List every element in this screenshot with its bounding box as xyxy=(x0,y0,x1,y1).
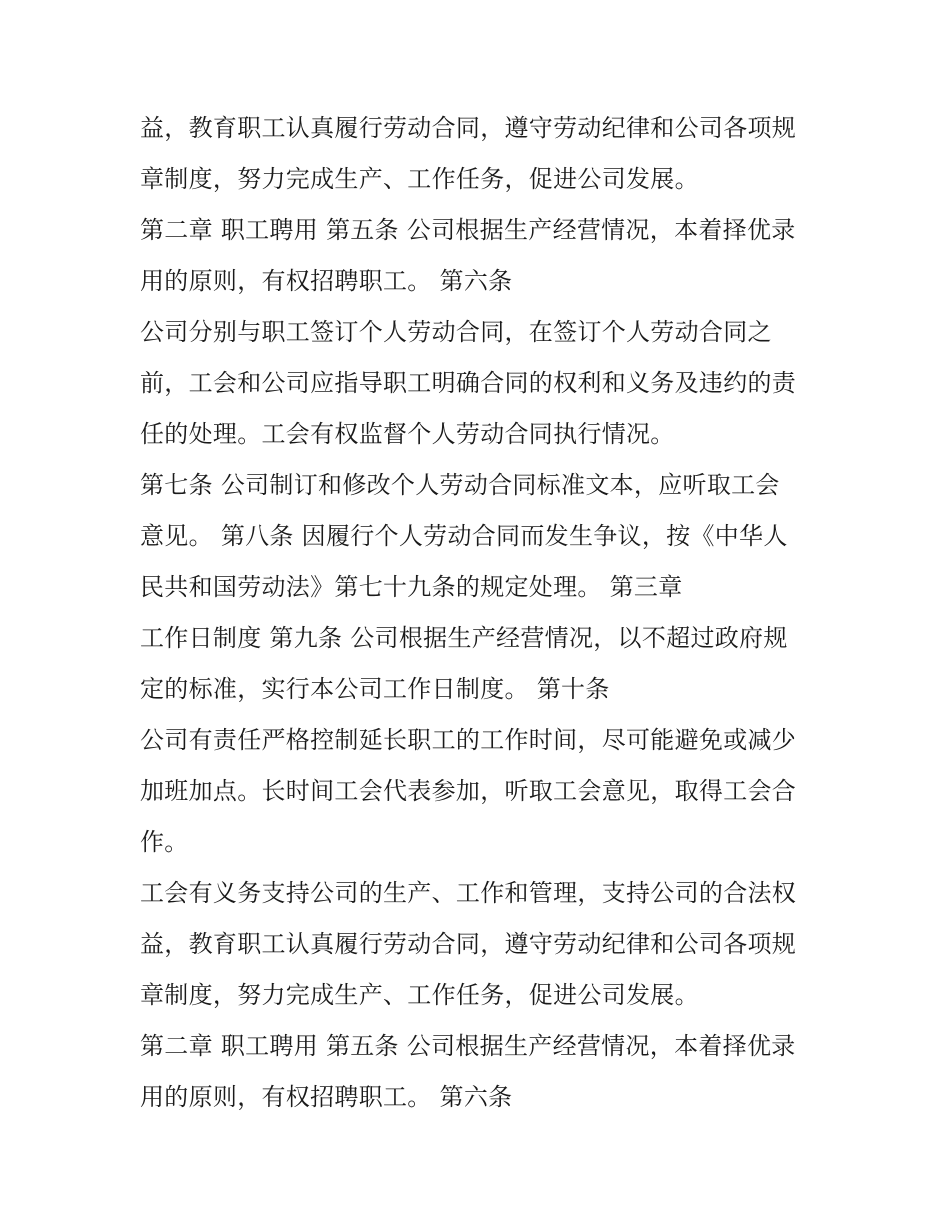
text-line: 第二章 职工聘用 第五条 公司根据生产经营情况，本着择优录 xyxy=(140,1032,796,1060)
text-line: 前，工会和公司应指导职工明确合同的权利和义务及违约的责 xyxy=(140,369,797,397)
text-line: 民共和国劳动法》第七十九条的规定处理。 第三章 xyxy=(140,573,683,601)
text-line: 公司分别与职工签订个人劳动合同，在签订个人劳动合同之 xyxy=(140,318,772,346)
text-line: 益，教育职工认真履行劳动合同，遵守劳动纪律和公司各项规 xyxy=(140,930,797,958)
text-line: 作。 xyxy=(140,828,189,856)
text-line: 公司有责任严格控制延长职工的工作时间，尽可能避免或减少 xyxy=(140,726,797,754)
text-line: 加班加点。长时间工会代表参加，听取工会意见，取得工会合 xyxy=(140,777,797,805)
text-line: 工会有义务支持公司的生产、工作和管理，支持公司的合法权 xyxy=(140,879,797,907)
text-line: 用的原则，有权招聘职工。 第六条 xyxy=(140,267,513,295)
text-line: 任的处理。工会有权监督个人劳动合同执行情况。 xyxy=(140,420,675,448)
text-line: 第七条 公司制订和修改个人劳动合同标准文本，应听取工会 xyxy=(140,471,780,499)
text-line: 定的标准，实行本公司工作日制度。 第十条 xyxy=(140,675,610,703)
text-line: 意见。 第八条 因履行个人劳动合同而发生争议，按《中华人 xyxy=(140,522,788,550)
text-line: 章制度，努力完成生产、工作任务，促进公司发展。 xyxy=(140,165,699,193)
text-line: 工作日制度 第九条 公司根据生产经营情况，以不超过政府规 xyxy=(140,624,788,652)
text-line: 第二章 职工聘用 第五条 公司根据生产经营情况，本着择优录 xyxy=(140,216,796,244)
text-line: 用的原则，有权招聘职工。 第六条 xyxy=(140,1083,513,1111)
text-line: 益，教育职工认真履行劳动合同，遵守劳动纪律和公司各项规 xyxy=(140,114,797,142)
text-line: 章制度，努力完成生产、工作任务，促进公司发展。 xyxy=(140,981,699,1009)
body-text xyxy=(140,103,820,1123)
